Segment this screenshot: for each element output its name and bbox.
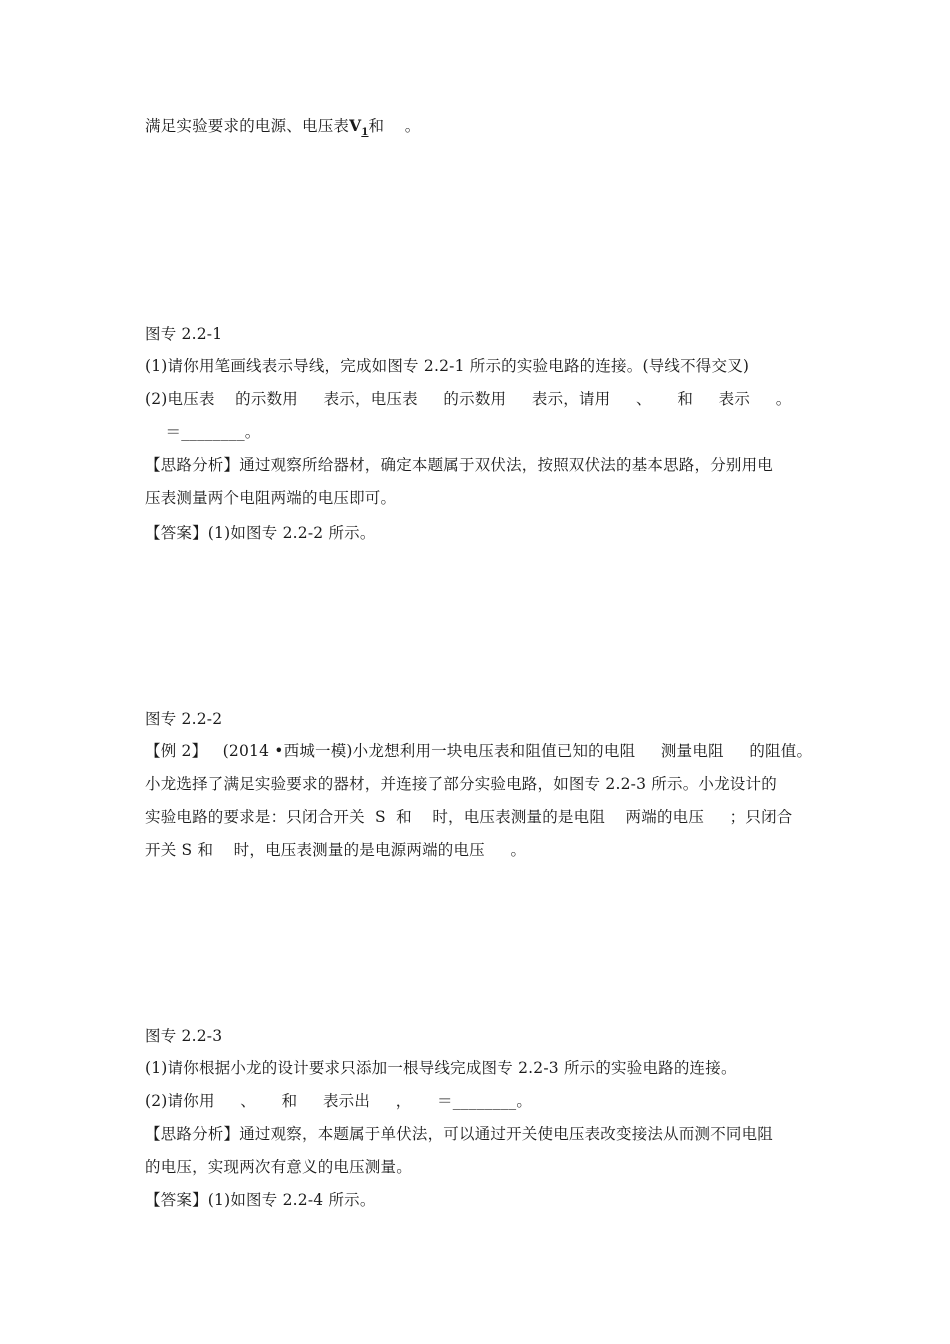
intro-prefix: 满足实验要求的电源、电压表 [145, 117, 350, 135]
example-2-line-1: 【例 2】 (2014 •西城一模)小龙想利用一块电压表和阻值已知的电阻 测量电阻 的阻值。 [145, 742, 813, 760]
example-2-line-4: 开关 S 和 时，电压表测量的是电源两端的电压 。 [145, 841, 527, 859]
figure-caption-2-2-3: 图专 2.2-3 [145, 1027, 223, 1045]
question-2-line: (2)请你用 、 和 表示出 ， ＝________。 [145, 1092, 533, 1110]
question-2-line: (2)电压表 的示数用 表示，电压表 的示数用 表示，请用 、 和 表示 。 [145, 390, 792, 408]
example-2-line-3: 实验电路的要求是：只闭合开关 S 和 时，电压表测量的是电阻 两端的电压 ；只闭合 [145, 808, 793, 826]
figure-caption-2-2-1: 图专 2.2-1 [145, 325, 223, 343]
figure-caption-2-2-2: 图专 2.2-2 [145, 710, 223, 728]
analysis-line-2: 压表测量两个电阻两端的电压即可。 [145, 489, 397, 507]
intro-suffix: 和 。 [368, 117, 421, 135]
answer-line: 【答案】(1)如图专 2.2-2 所示。 [145, 524, 376, 542]
intro-line [145, 116, 420, 143]
question-1-line: (1)请你根据小龙的设计要求只添加一根导线完成图专 2.2-3 所示的实验电路的连接。 [145, 1059, 737, 1077]
example-2-line-2: 小龙选择了满足实验要求的器材，并连接了部分实验电路，如图专 2.2-3 所示。小龙设计的 [145, 775, 777, 793]
analysis-line-1: 【思路分析】通过观察所给器材，确定本题属于双伏法，按照双伏法的基本思路，分别用电 [145, 456, 774, 474]
question-1-line: (1)请你用笔画线表示导线，完成如图专 2.2-1 所示的实验电路的连接。(导线不得交叉) [145, 357, 750, 375]
answer-line: 【答案】(1)如图专 2.2-4 所示。 [145, 1191, 376, 1209]
analysis-line-2: 的电压，实现两次有意义的电压测量。 [145, 1158, 412, 1176]
question-2-formula-line: ＝________。 [145, 423, 261, 441]
voltmeter-v1-symbol: $V_1$ [349, 116, 369, 139]
analysis-line-1: 【思路分析】通过观察，本题属于单伏法，可以通过开关使电压表改变接法从而测不同电阻 [145, 1125, 774, 1143]
